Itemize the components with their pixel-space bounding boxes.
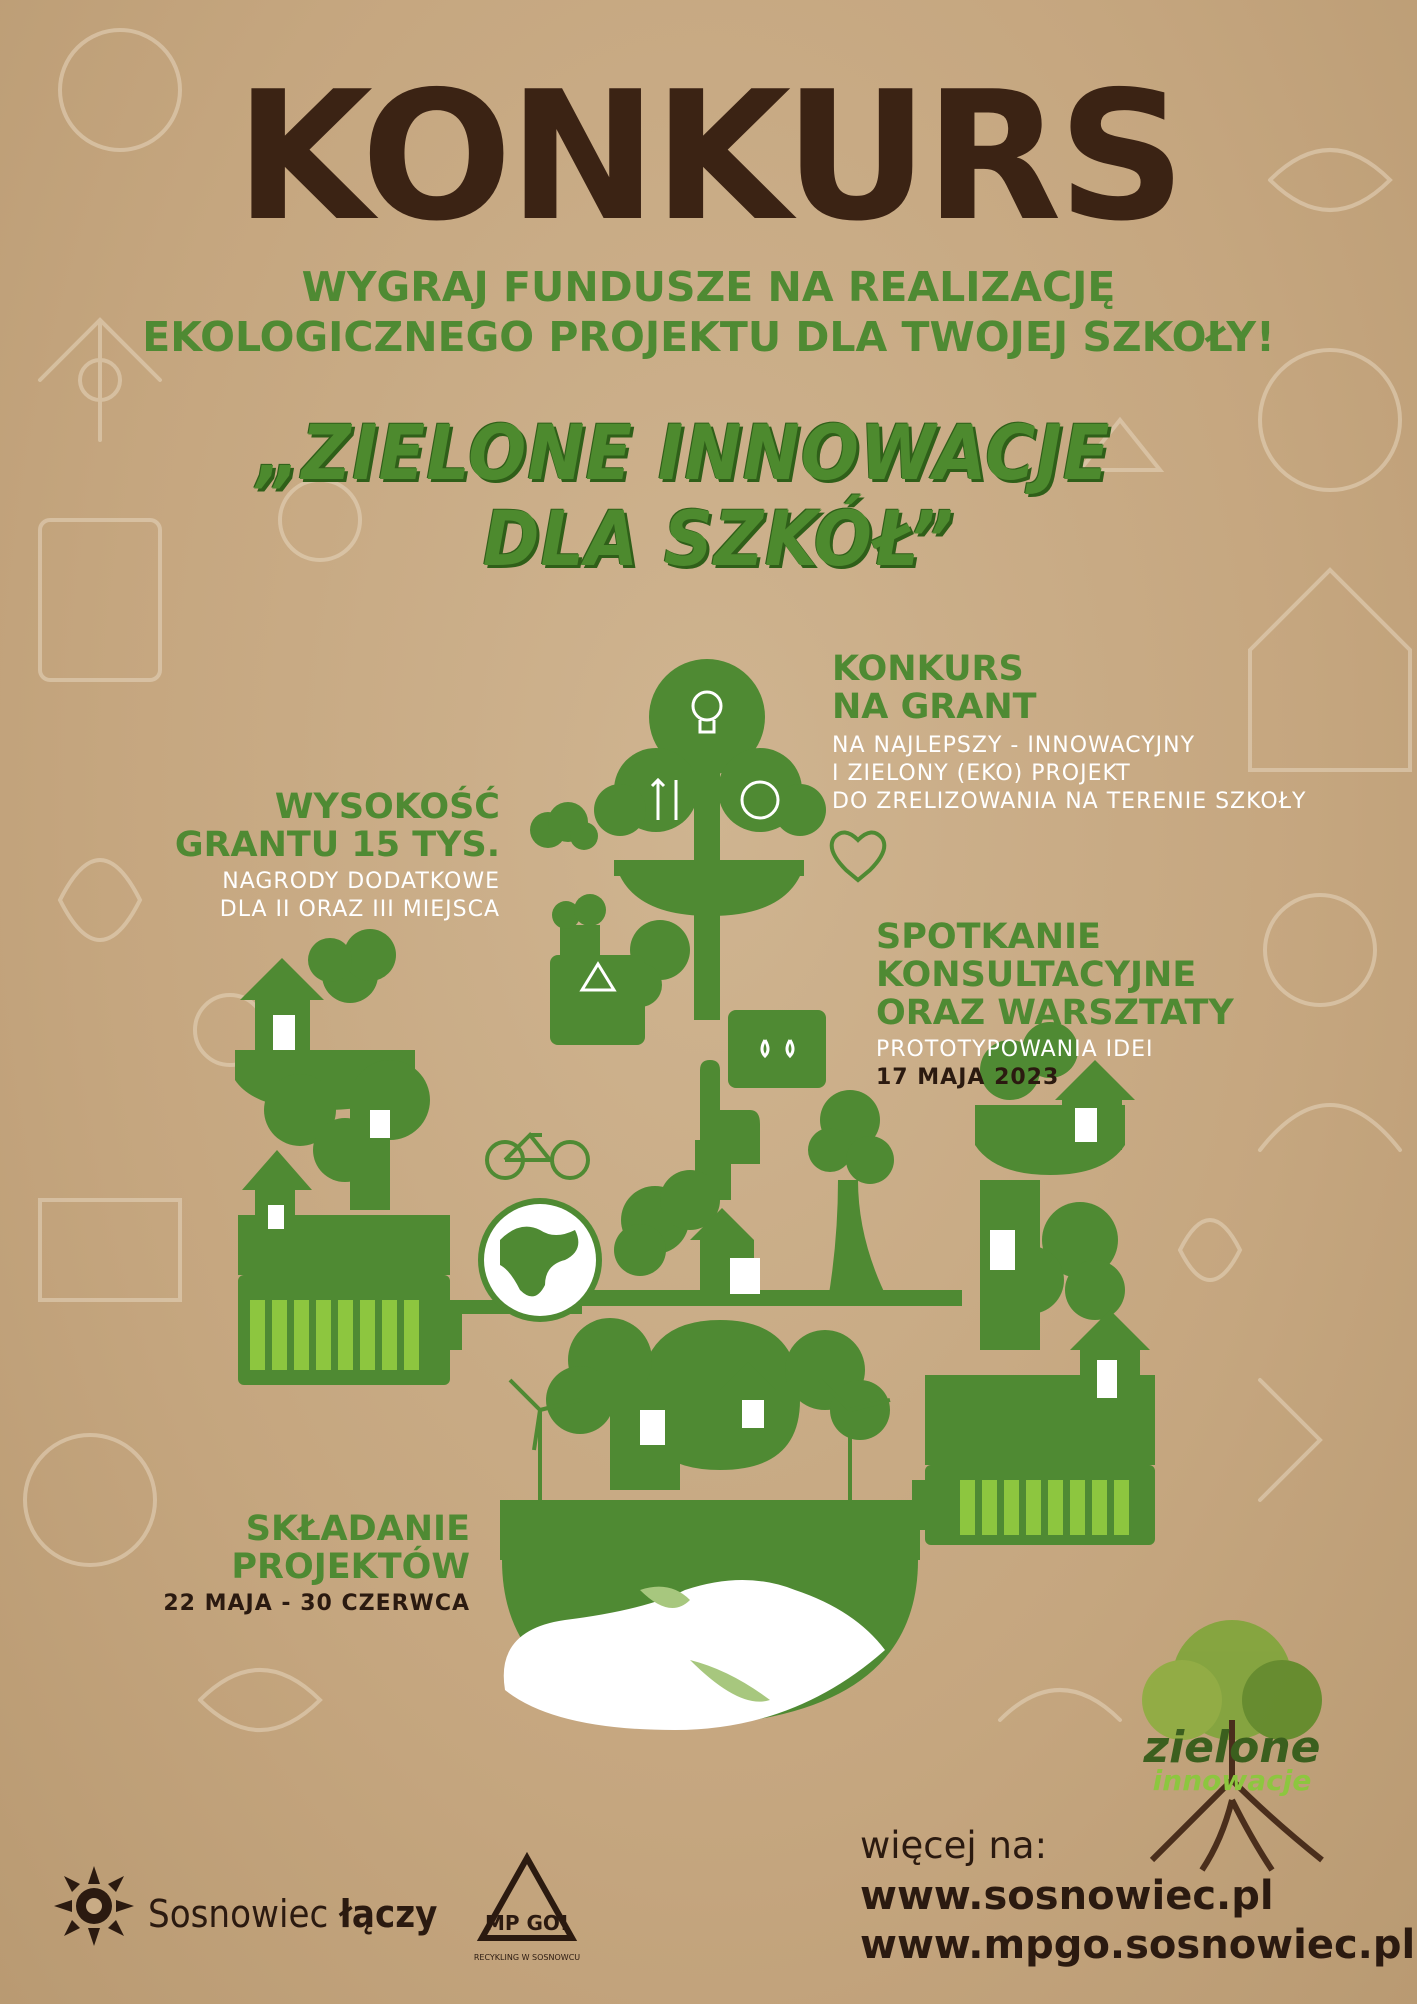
amount-text-1: NAGRODY DODATKOWE — [222, 869, 500, 894]
more-info-label: więcej na: — [860, 1824, 1048, 1867]
amount-text-2: DLA II ORAZ III MIEJSCA — [219, 897, 500, 922]
meeting-text-1: PROTOTYPOWANIA IDEI — [876, 1037, 1154, 1062]
link-mpgo[interactable]: www.mpgo.sosnowiec.pl — [860, 1922, 1416, 1968]
sosnowiec-sun-icon — [48, 1860, 140, 1952]
sosnowiec-word: Sosnowiec — [148, 1892, 329, 1936]
grant-heading-1: KONKURS — [832, 649, 1024, 689]
page-title: KONKURS — [235, 53, 1182, 260]
mpgo-recycle-icon — [462, 1848, 592, 1978]
sosnowiec-logo-text — [148, 1892, 437, 1936]
subtitle-line-1: WYGRAJ FUNDUSZE NA REALIZACJĘ — [301, 263, 1116, 311]
submission-dates: 22 MAJA - 30 CZERWCA — [163, 1591, 470, 1616]
meeting-heading-2: KONSULTACYJNE — [876, 955, 1197, 995]
meeting-heading-1: SPOTKANIE — [876, 917, 1101, 957]
mpgo-logo — [462, 1848, 592, 1982]
mpgo-text: MP GO! — [484, 1911, 570, 1935]
link-sosnowiec[interactable]: www.sosnowiec.pl — [860, 1873, 1274, 1919]
contest-name-line-1: „ZIELONE INNOWACJE — [256, 408, 1111, 497]
info-grant — [832, 650, 1306, 816]
heart-icon — [832, 832, 885, 880]
mpgo-tagline: RECYKLING W SOSNOWCU — [473, 1953, 581, 1962]
amount-heading-1: WYSOKOŚĆ — [274, 787, 500, 827]
grant-heading-2: NA GRANT — [832, 687, 1037, 727]
tree-logo-icon — [1082, 1600, 1382, 1900]
info-meeting — [876, 918, 1234, 1092]
info-submission — [130, 1510, 470, 1618]
grant-text-2: I ZIELONY (EKO) PROJEKT — [832, 761, 1131, 786]
submission-heading-2: PROJEKTÓW — [231, 1547, 470, 1587]
subtitle-line-2: EKOLOGICZNEGO PROJEKTU DLA TWOJEJ SZKOŁY! — [142, 313, 1275, 361]
logo-zielone-text: zielone — [1143, 1722, 1321, 1773]
laczy-word: łączy — [339, 1892, 438, 1936]
info-amount — [160, 788, 500, 924]
logo-innowacje-text: innowacje — [1152, 1764, 1312, 1797]
grant-text-1: NA NAJLEPSZY - INNOWACYJNY — [832, 733, 1196, 758]
amount-heading-2: GRANTU 15 TYS. — [174, 825, 500, 865]
grant-text-3: DO ZRELIZOWANIA NA TERENIE SZKOŁY — [832, 789, 1307, 814]
contest-name-line-2: DLA SZKÓŁ” — [482, 494, 955, 583]
meeting-date: 17 MAJA 2023 — [876, 1065, 1060, 1090]
submission-heading-1: SKŁADANIE — [245, 1509, 470, 1549]
zielone-innowacje-logo — [1082, 1600, 1382, 1904]
meeting-heading-3: ORAZ WARSZTATY — [876, 993, 1234, 1033]
